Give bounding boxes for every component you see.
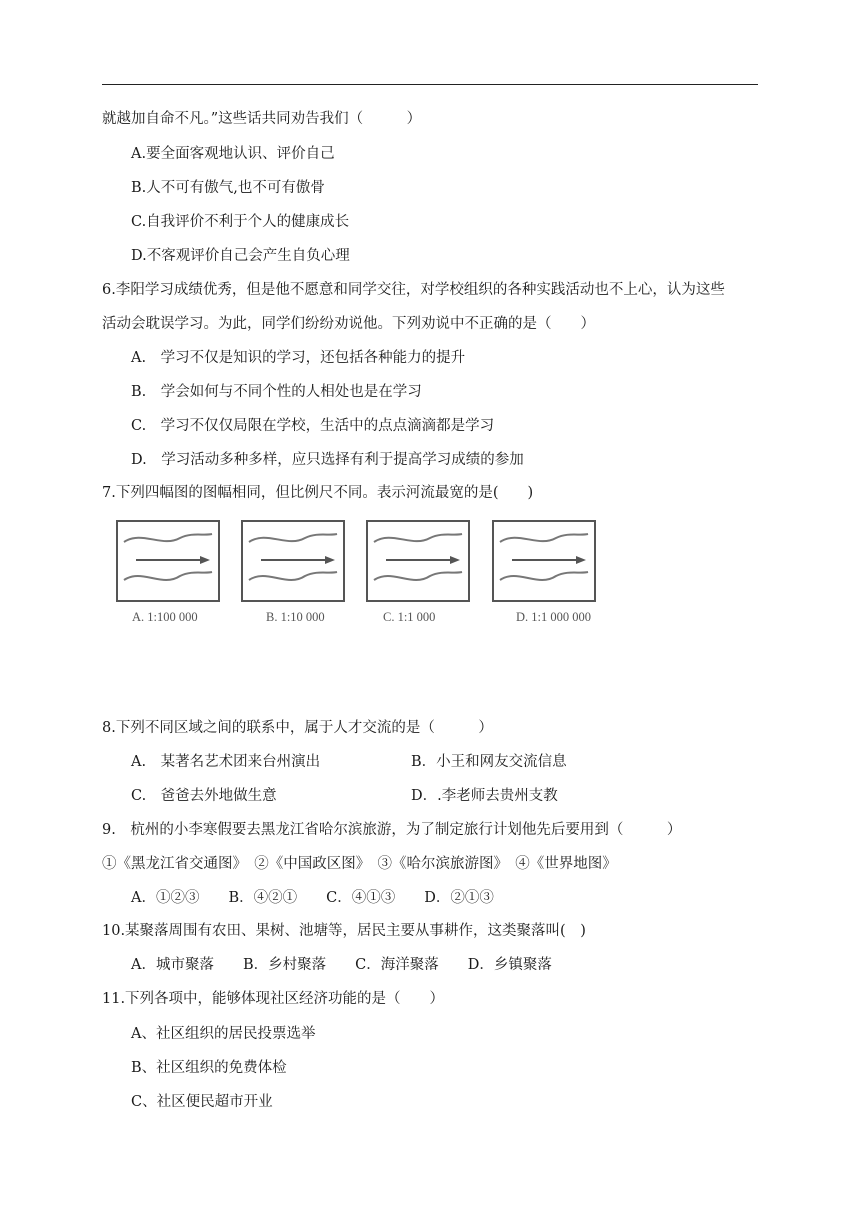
q9-map-list: ①《黑龙江省交通图》 ②《中国政区图》 ③《哈尔滨旅游图》 ④《世界地图》 [102, 856, 617, 872]
q5-option-b: B.人不可有傲气,也不可有傲骨 [131, 180, 325, 196]
river-drawing-b [245, 524, 341, 598]
q5-stem-continued: 就越加自命不凡。”这些话共同劝告我们（ ） [102, 111, 422, 127]
figure-caption-a: A. 1:100 000 [132, 610, 198, 624]
figure-caption-b: B. 1:10 000 [266, 610, 325, 624]
q5-option-c: C.自我评价不利于个人的健康成长 [131, 214, 350, 230]
q8-stem: 8.下列不同区域之间的联系中，属于人才交流的是（ ） [102, 720, 493, 736]
q10-options: A．城市聚落 B．乡村聚落 C．海洋聚落 D．乡镇聚落 [131, 957, 552, 973]
q9-options: A．①②③ B．④②① C．④①③ D．②①③ [131, 890, 494, 906]
q8-option-a: A. 某著名艺术团来台州演出 [131, 754, 321, 770]
q11-option-a: A、社区组织的居民投票选举 [131, 1026, 316, 1042]
river-drawing-d [496, 524, 592, 598]
river-map-d [492, 520, 596, 602]
river-map-b [241, 520, 345, 602]
q5-option-d: D.不客观评价自己会产生自负心理 [131, 248, 350, 264]
river-drawing-a [120, 524, 216, 598]
q5-option-a: A.要全面客观地认识、评价自己 [131, 146, 335, 162]
q6-option-b: B. 学会如何与不同个性的人相处也是在学习 [131, 384, 422, 400]
q6-option-a: A. 学习不仅是知识的学习，还包括各种能力的提升 [131, 350, 466, 366]
q8-option-c: C. 爸爸去外地做生意 [131, 788, 277, 804]
q9-stem: 9. 杭州的小李寒假要去黑龙江省哈尔滨旅游，为了制定旅行计划他先后要用到（ ） [102, 822, 682, 838]
q6-stem-line2: 活动会耽误学习。为此，同学们纷纷劝说他。下列劝说中不正确的是（ ） [102, 316, 595, 332]
q6-option-c: C. 学习不仅仅局限在学校，生活中的点点滴滴都是学习 [131, 418, 495, 434]
figure-caption-d: D. 1:1 000 000 [516, 610, 591, 624]
figure-caption-c: C. 1:1 000 [383, 610, 436, 624]
q8-option-d: D．.李老师去贵州支教 [411, 788, 558, 804]
river-drawing-c [370, 524, 466, 598]
q6-option-d: D. 学习活动多种多样，应只选择有利于提高学习成绩的参加 [131, 452, 524, 468]
header-rule [102, 84, 758, 85]
q11-option-c: C、社区便民超市开业 [131, 1094, 273, 1110]
river-map-c [366, 520, 470, 602]
q6-stem-line1: 6.李阳学习成绩优秀，但是他不愿意和同学交往，对学校组织的各种实践活动也不上心，认为这些 [102, 282, 725, 298]
q7-stem: 7.下列四幅图的图幅相同，但比例尺不同。表示河流最宽的是( ) [102, 485, 534, 501]
q8-option-b: B．小王和网友交流信息 [411, 754, 567, 770]
q11-stem: 11.下列各项中，能够体现社区经济功能的是（ ） [102, 991, 445, 1007]
river-map-a [116, 520, 220, 602]
q10-stem: 10.某聚落周围有农田、果树、池塘等，居民主要从事耕作，这类聚落叫( ) [102, 923, 586, 939]
q11-option-b: B、社区组织的免费体检 [131, 1060, 287, 1076]
